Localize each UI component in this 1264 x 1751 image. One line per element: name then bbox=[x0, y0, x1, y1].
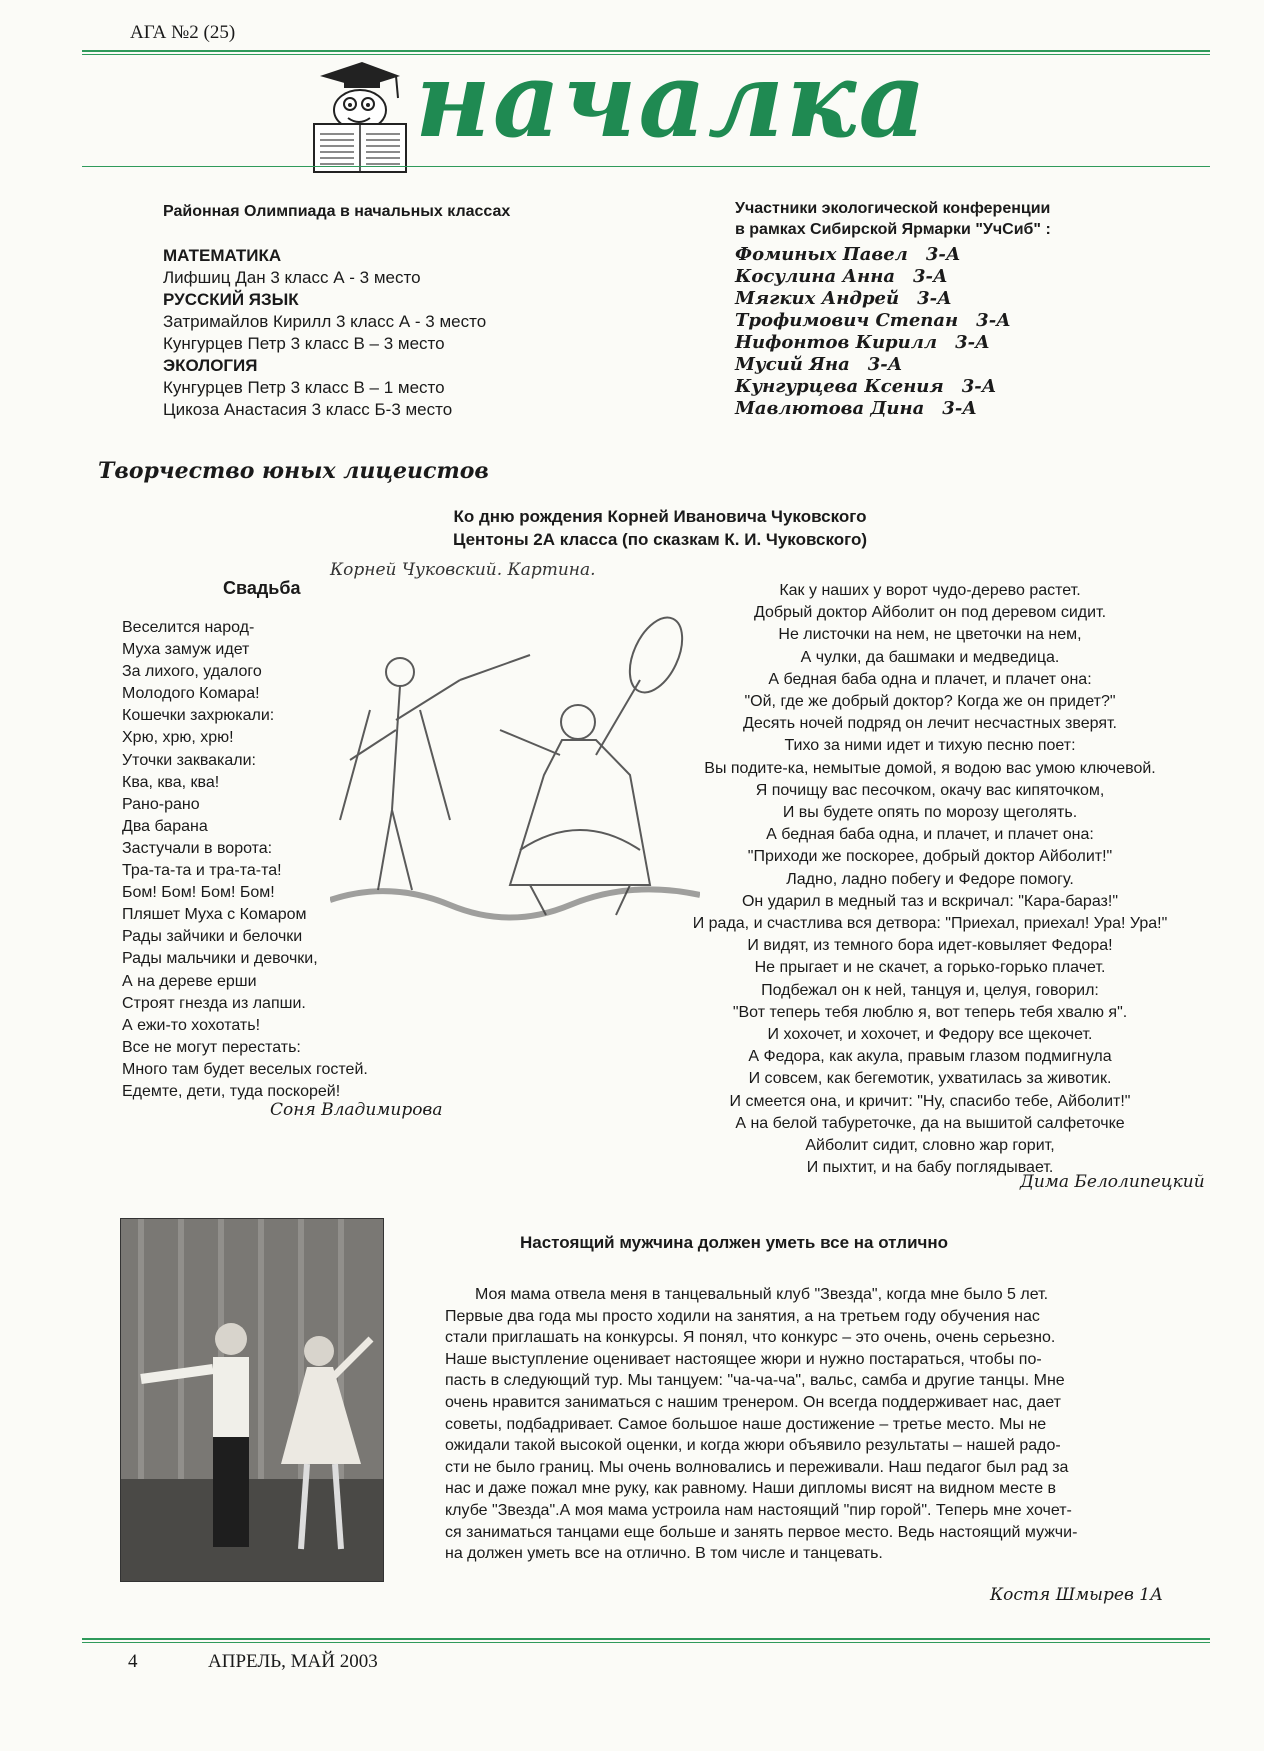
article-line: Наше выступление оценивает настоящее жюри и нужно постараться, чтобы по- bbox=[445, 1350, 1042, 1368]
result-entry: Лифшиц Дан 3 класс А - 3 место bbox=[163, 268, 421, 287]
eco-title-line: Участники экологической конференции bbox=[735, 200, 1051, 217]
poem-line: Пляшет Муха с Комаром bbox=[122, 906, 307, 924]
poem-line: А на белой табуреточке, да на вышитой салфеточке bbox=[735, 1114, 1125, 1132]
poem-line: И смеется она, и кричит: "Ну, спасибо тебе, Айболит!" bbox=[729, 1092, 1131, 1110]
article-body bbox=[445, 1284, 1195, 1565]
poem-line: Вы подите-ка, немытые домой, я водою вас умою ключевой. bbox=[704, 759, 1156, 777]
list-item bbox=[735, 354, 1011, 376]
participant-class: 3-А bbox=[976, 310, 1011, 331]
list-item bbox=[735, 266, 1011, 288]
poem-line: Молодого Комара! bbox=[122, 685, 260, 703]
poem-line: Я почищу вас песочком, окачу вас кипяточком, bbox=[755, 781, 1105, 799]
poem-line: Рады зайчики и белочки bbox=[122, 928, 303, 946]
section-title: началка bbox=[415, 38, 928, 161]
poem-title: Свадьба bbox=[223, 578, 301, 598]
poem-line: Ладно, ладно побегу и Федоре помогу. bbox=[786, 870, 1074, 888]
article-author-signature: Костя Шмырев 1А bbox=[990, 1585, 1163, 1605]
poem-line: Не прыгает и не скачет, а горько-горько плачет. bbox=[754, 959, 1106, 977]
issue-date: АПРЕЛЬ, МАЙ 2003 bbox=[208, 1651, 378, 1672]
result-entry: Цикоза Анастасия 3 класс Б-3 место bbox=[163, 400, 453, 419]
participant-name: Кунгурцева Ксения bbox=[735, 376, 944, 397]
drawing-caption: Корней Чуковский. Картина. bbox=[330, 560, 596, 580]
poem-line: А Федора, как акула, правым глазом подмигнула bbox=[748, 1048, 1112, 1066]
poem-line: И совсем, как бегемотик, ухватилась за животик. bbox=[748, 1070, 1112, 1088]
poem-line: Застучали в ворота: bbox=[122, 839, 273, 857]
poem-line: Ква, ква, ква! bbox=[122, 773, 220, 791]
article-line: клубе "Звезда".А моя мама устроила нам настоящий "пир горой". Теперь мне хочет- bbox=[445, 1501, 1072, 1519]
poem-author-signature: Соня Владимирова bbox=[270, 1100, 443, 1120]
mascot-reading-newspaper-icon bbox=[300, 58, 410, 176]
article-line: ожидали такой высокой оценки, и когда жюри объявило результаты – нашей радо- bbox=[445, 1437, 1061, 1455]
poem-line: Как у наших у ворот чудо-дерево растет. bbox=[779, 582, 1081, 599]
poem-line: А бедная баба одна, и плачет, и плачет она: bbox=[766, 826, 1094, 844]
participant-name: Косулина Анна bbox=[735, 266, 895, 287]
participant-class: 3-А bbox=[867, 354, 903, 375]
poem-line: А бедная баба одна и плачет, и плачет она: bbox=[768, 670, 1092, 688]
poem-line: Веселится народ- bbox=[122, 619, 255, 636]
poem-line: Кошечки захрюкали: bbox=[122, 707, 275, 725]
poem-line: Десять ночей подряд он лечит несчастных зверят. bbox=[743, 715, 1117, 733]
poem-line: И рада, и счастлива вся детвора: "Приехал, приехал! Ура! Ура!" bbox=[692, 915, 1168, 933]
article-line: Первые два года мы просто ходили на занятия, а на третьем году обучения нас bbox=[445, 1307, 1040, 1325]
poem-line: За лихого, удалого bbox=[122, 663, 262, 681]
poem-line: И видят, из темного бора идет-ковыляет Федора! bbox=[747, 937, 1113, 955]
poem-line: А на дереве ерши bbox=[122, 972, 257, 990]
poem-line: Едемте, дети, туда поскорей! bbox=[122, 1082, 341, 1100]
poem-line: И пыхтит, и на бабу поглядывает. bbox=[806, 1159, 1054, 1177]
eco-title-line: в рамках Сибирской Ярмарки "УчСиб" : bbox=[735, 221, 1051, 238]
article-title: Настоящий мужчина должен уметь все на отлично bbox=[520, 1233, 949, 1252]
participant-name: Мавлютова Дина bbox=[735, 398, 925, 419]
participant-class: 3-А bbox=[955, 332, 990, 353]
poem-line: Не листочки на нем, не цветочки на нем, bbox=[778, 626, 1082, 644]
footer-divider-thin bbox=[82, 1642, 1210, 1643]
poem-line: Он ударил в медный таз и вскричал: "Кара-бараз!" bbox=[741, 892, 1119, 910]
list-item bbox=[735, 332, 1011, 354]
poem-line: Строят гнезда из лапши. bbox=[122, 994, 306, 1012]
list-item bbox=[735, 376, 1011, 398]
page-number: 4 bbox=[128, 1651, 138, 1672]
header-divider-bottom bbox=[82, 166, 1210, 167]
participant-class: 3-А bbox=[925, 244, 961, 265]
article-line: Моя мама отвела меня в танцевальный клуб "Звезда", когда мне было 5 лет. bbox=[475, 1286, 1049, 1303]
participant-class: 3-А bbox=[942, 398, 977, 419]
article-line: очень нравится заниматься с нашим тренером. Он всегда поддерживает нас, дает bbox=[445, 1393, 1061, 1411]
poem-line: Много там будет веселых гостей. bbox=[122, 1060, 368, 1078]
dancing-children-photo-icon bbox=[121, 1219, 383, 1581]
poem-author-signature: Дима Белолипецкий bbox=[1020, 1172, 1205, 1192]
poem-line: Бом! Бом! Бом! Бом! bbox=[122, 884, 275, 902]
poem-line: "Вот теперь тебя люблю я, вот теперь тебя хвалю я". bbox=[732, 1003, 1128, 1021]
chukovsky-subheadline: Центоны 2А класса (по сказкам К. И. Чуковского) bbox=[452, 530, 868, 549]
article-line: советы, подбадривает. Самое большое наше достижение – третье место. Мы не bbox=[445, 1415, 1047, 1433]
poem-line: Айболит сидит, словно жар горит, bbox=[805, 1137, 1055, 1155]
poem-line: Тихо за ними идет и тихую песню поет: bbox=[784, 737, 1076, 755]
participant-class: 3-А bbox=[961, 376, 997, 397]
poem-line: "Приходи же поскорее, добрый доктор Айболит!" bbox=[747, 848, 1113, 866]
poem-line: Уточки заквакали: bbox=[122, 751, 256, 769]
result-entry: Кунгурцев Петр 3 класс В – 3 место bbox=[163, 334, 445, 353]
eco-conference-title bbox=[735, 198, 1051, 240]
result-entry: Затримайлов Кирилл 3 класс А - 3 место bbox=[163, 312, 487, 331]
poem-line: Рады мальчики и девочки, bbox=[122, 950, 318, 968]
dance-photo bbox=[120, 1218, 384, 1582]
poem-line: Муха замуж идет bbox=[122, 641, 250, 659]
participant-name: Фоминых Павел bbox=[735, 244, 908, 265]
article-line: на должен уметь все на отлично. В том числе и танцевать. bbox=[445, 1545, 883, 1563]
subject-heading: ЭКОЛОГИЯ bbox=[163, 356, 258, 375]
poem-aibolit bbox=[640, 580, 1220, 1179]
poem-line: Рано-рано bbox=[122, 795, 200, 813]
poem-line: Все не могут перестать: bbox=[122, 1038, 301, 1056]
list-item bbox=[735, 310, 1011, 332]
poem-wedding bbox=[122, 617, 368, 1103]
olympiad-results bbox=[163, 245, 486, 421]
result-entry: Кунгурцев Петр 3 класс В – 1 место bbox=[163, 378, 445, 397]
participant-name: Нифонтов Кирилл bbox=[735, 332, 938, 353]
footer-divider bbox=[82, 1638, 1210, 1640]
poem-line: "Ой, где же добрый доктор? Когда же он придет?" bbox=[744, 693, 1116, 711]
poem-line: Подбежал он к ней, танцуя и, целуя, говорил: bbox=[761, 981, 1099, 999]
chukovsky-headline: Ко дню рождения Корней Ивановича Чуковского bbox=[453, 507, 867, 526]
participant-class: 3-А bbox=[913, 266, 948, 287]
poem-line: Два барана bbox=[122, 817, 208, 835]
article-line: ся заниматься танцами еще больше и занять первое место. Ведь настоящий мужчи- bbox=[445, 1523, 1078, 1541]
article-line: сти не было границ. Мы очень волновались и переживали. Наш педагог был рад за bbox=[445, 1458, 1069, 1476]
participant-class: 3-А bbox=[917, 288, 952, 309]
participant-name: Мягких Андрей bbox=[735, 288, 900, 309]
participant-name: Трофимович Степан bbox=[735, 310, 959, 331]
issue-number: АГА №2 (25) bbox=[130, 22, 236, 43]
subject-heading: РУССКИЙ ЯЗЫК bbox=[163, 290, 299, 309]
list-item bbox=[735, 288, 1011, 310]
poem-line: Хрю, хрю, хрю! bbox=[122, 729, 234, 747]
list-item bbox=[735, 398, 1011, 420]
olympiad-title: Районная Олимпиада в начальных классах bbox=[163, 203, 511, 220]
article-line: нас и даже пожал мне руку, как равному. Наши дипломы висят на видном месте в bbox=[445, 1480, 1057, 1498]
poem-line: Тра-та-та и тра-та-та! bbox=[122, 862, 282, 880]
poem-line: А ежи-то хохотать! bbox=[122, 1016, 261, 1034]
poem-line: И вы будете опять по морозу щеголять. bbox=[782, 804, 1078, 822]
poem-line: А чулки, да башмаки и медведица. bbox=[800, 648, 1060, 666]
poem-line: И хохочет, и хохочет, и Федору все щекочет. bbox=[767, 1026, 1093, 1044]
eco-participants-list bbox=[735, 244, 1011, 420]
list-item bbox=[735, 244, 1011, 266]
participant-name: Мусий Яна bbox=[735, 354, 850, 375]
poem-line: Добрый доктор Айболит он под деревом сидит. bbox=[753, 604, 1107, 622]
article-line: стали приглашать на конкурсы. Я понял, что конкурс – это очень, очень серьезно. bbox=[445, 1329, 1056, 1347]
article-line: пасть в следующий тур. Мы танцуем: "ча-ча-ча", вальс, самба и другие танцы. Мне bbox=[445, 1372, 1065, 1390]
subject-heading: МАТЕМАТИКА bbox=[163, 246, 282, 265]
creativity-heading: Творчество юных лицеистов bbox=[98, 458, 489, 484]
